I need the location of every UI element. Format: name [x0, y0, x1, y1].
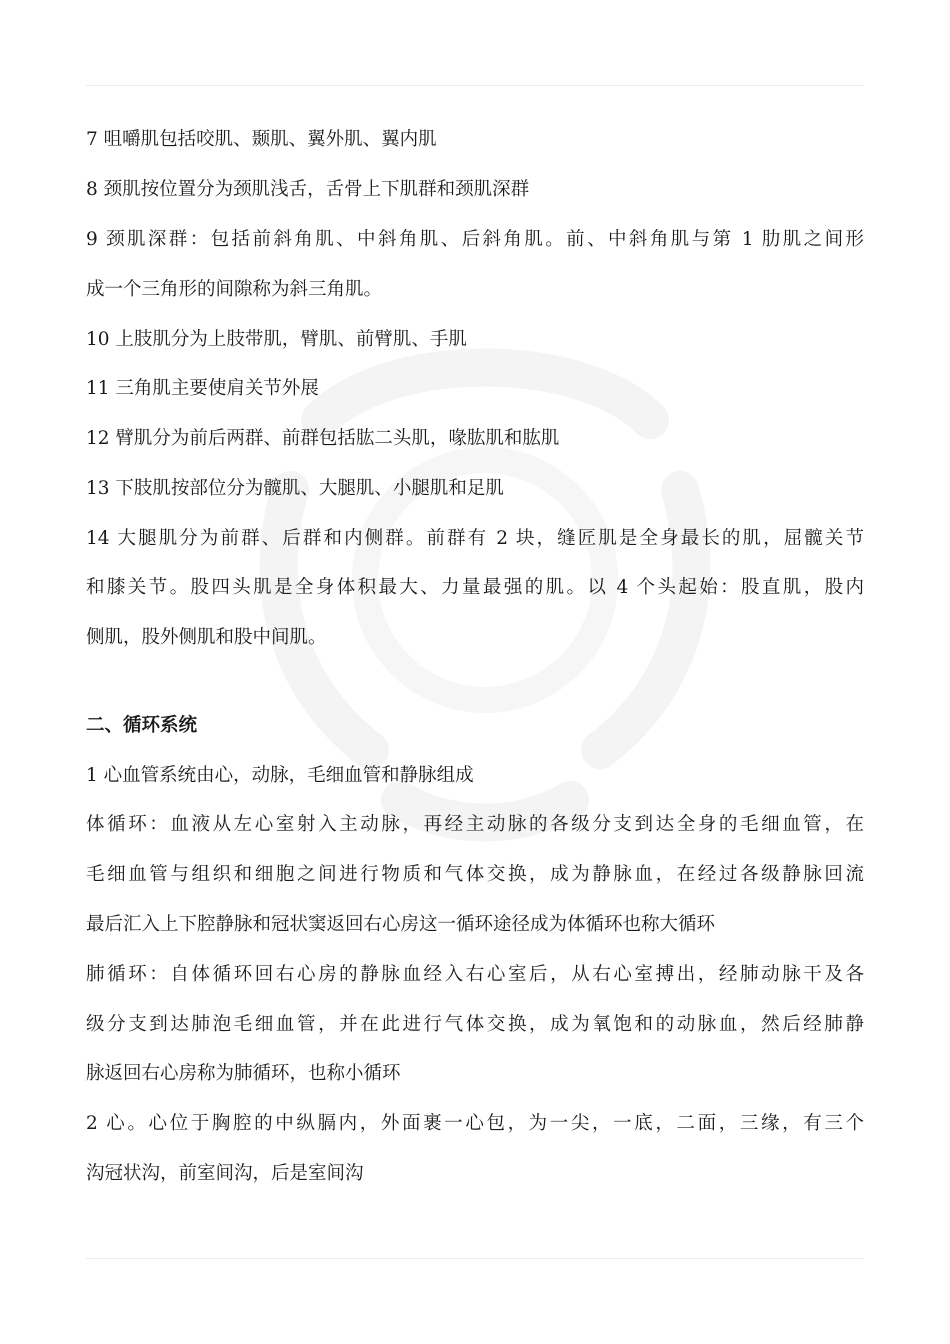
paragraph-line: 肺循环：自体循环回右心房的静脉血经入右心室后，从右心室搏出，经肺动脉干及各: [86, 964, 864, 985]
section-heading: 二、循环系统: [86, 715, 198, 736]
paragraph-line: 最后汇入上下腔静脉和冠状窦返回右心房这一循环途径成为体循环也称大循环: [86, 914, 716, 935]
paragraph-line: 12 臂肌分为前后两群、前群包括肱二头肌，喙肱肌和肱肌: [86, 428, 560, 449]
paragraph-line: 14 大腿肌分为前群、后群和内侧群。前群有 2 块，缝匠肌是全身最长的肌，屈髋关节: [86, 528, 864, 549]
paragraph-line: 8 颈肌按位置分为颈肌浅舌，舌骨上下肌群和颈肌深群: [86, 179, 530, 200]
paragraph-line: 成一个三角形的间隙称为斜三角肌。: [86, 279, 383, 300]
paragraph-line: 1 心血管系统由心，动脉，毛细血管和静脉组成: [86, 765, 474, 786]
paragraph-line: 脉返回右心房称为肺循环，也称小循环: [86, 1063, 401, 1084]
top-rule: [86, 85, 864, 86]
paragraph-line: 2 心。心位于胸腔的中纵膈内，外面裹一心包，为一尖，一底，二面，三缘，有三个: [86, 1113, 864, 1134]
paragraph-line: 10 上肢肌分为上肢带肌，臂肌、前臂肌、手肌: [86, 329, 467, 350]
paragraph-line: 13 下肢肌按部位分为髋肌、大腿肌、小腿肌和足肌: [86, 478, 504, 499]
paragraph-line: 毛细血管与组织和细胞之间进行物质和气体交换，成为静脉血，在经过各级静脉回流: [86, 864, 864, 885]
paragraph-line: 侧肌，股外侧肌和股中间肌。: [86, 627, 327, 648]
paragraph-line: 级分支到达肺泡毛细血管，并在此进行气体交换，成为氧饱和的动脉血，然后经肺静: [86, 1014, 864, 1035]
paragraph-line: 7 咀嚼肌包括咬肌、颞肌、翼外肌、翼内肌: [86, 129, 437, 150]
paragraph-line: 9 颈肌深群：包括前斜角肌、中斜角肌、后斜角肌。前、中斜角肌与第 1 肋肌之间形: [86, 229, 864, 250]
paragraph-line: 和膝关节。股四头肌是全身体积最大、力量最强的肌。以 4 个头起始：股直肌，股内: [86, 577, 864, 598]
paragraph-line: 11 三角肌主要使肩关节外展: [86, 378, 319, 399]
paragraph-line: 体循环：血液从左心室射入主动脉，再经主动脉的各级分支到达全身的毛细血管，在: [86, 814, 864, 835]
paragraph-line: 沟冠状沟，前室间沟，后是室间沟: [86, 1163, 364, 1184]
bottom-rule: [86, 1258, 864, 1259]
